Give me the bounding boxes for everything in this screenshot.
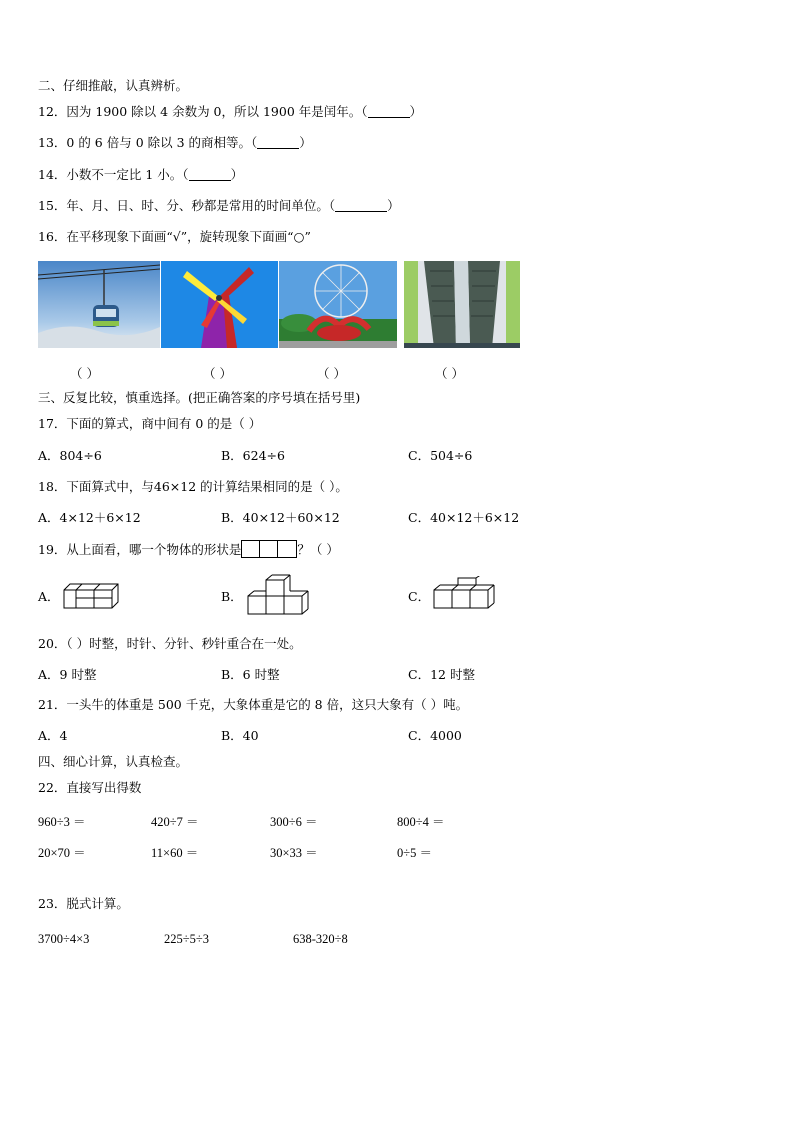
calc-item: 30×33 ＝ [270,846,318,860]
q18-option-a[interactable]: A．4×12＋6×12 [38,510,141,525]
q17-option-a[interactable]: A．804÷6 [38,448,102,463]
question-12-text: 12．因为 1900 除以 4 余数为 0，所以 1900 年是闰年。（ [38,104,368,119]
q19-option-b-label[interactable]: B． [221,589,243,604]
question-15 [38,198,400,214]
q17-option-c[interactable]: C．504÷6 [408,448,473,463]
question-19-text: 19．从上面看，哪一个物体的形状是 [38,542,242,557]
section3-heading: 三、反复比较，慎重选择。(把正确答案的序号填在括号里) [38,390,361,405]
paren-close: ） [387,198,400,213]
paren-close: ） [230,167,244,182]
q20-option-a[interactable]: A．9 时整 [38,667,97,682]
q21-option-c[interactable]: C．4000 [408,728,462,743]
q17-option-b[interactable]: B．624÷6 [221,448,285,463]
q21-option-b[interactable]: B．40 [221,728,259,743]
q19-option-a-label[interactable]: A． [38,589,60,604]
paren-close: ） [409,104,423,119]
answer-blank[interactable] [335,199,387,212]
cube-figure-a [62,578,122,614]
calc-item: 0÷5 ＝ [397,846,432,860]
q20-option-c[interactable]: C．12 时整 [408,667,475,682]
answer-paren-3[interactable]: （ ） [317,366,346,381]
question-14-text: 14．小数不一定比 1 小。（ [38,167,189,182]
calc-expression: 225÷5÷3 [164,932,209,946]
question-13 [38,135,312,151]
answer-paren-1[interactable]: （ ） [70,366,99,381]
question-18: 18．下面算式中，与46×12 的计算结果相同的是（ ）。 [38,479,348,494]
question-19-paren: ？（ ） [297,542,339,557]
section4-heading: 四、细心计算，认真检查。 [38,754,189,769]
three-squares-shape [241,540,297,558]
question-23: 23．脱式计算。 [38,896,129,911]
question-20: 20．（ ）时整，时针、分针、秒针重合在一处。 [38,636,302,651]
question-17: 17．下面的算式，商中间有 0 的是（ ） [38,416,262,431]
question-15-text: 15．年、月、日、时、分、秒都是常用的时间单位。（ [38,198,336,213]
section2-heading: 二、仔细推敲，认真辨析。 [38,78,189,93]
answer-blank[interactable] [189,168,231,181]
cube-figure-c [432,576,496,612]
windmill-photo [161,261,278,348]
calc-item: 960÷3 ＝ [38,815,86,829]
cable-car-photo [38,261,160,348]
question-12 [38,104,422,120]
calc-expression: 638-320÷8 [293,932,348,946]
q18-option-b[interactable]: B．40×12＋60×12 [221,510,340,525]
ferris-wheel-photo [279,261,397,348]
calc-item: 11×60 ＝ [151,846,199,860]
question-19 [38,540,339,558]
answer-paren-2[interactable]: （ ） [203,366,232,381]
answer-paren-4[interactable]: （ ） [435,366,464,381]
escalator-photo [404,261,520,348]
calc-item: 300÷6 ＝ [270,815,318,829]
question-14 [38,167,243,183]
q21-option-a[interactable]: A．4 [38,728,68,743]
calc-item: 420÷7 ＝ [151,815,199,829]
cube-figure-b [246,572,310,618]
question-13-text: 13．0 的 6 倍与 0 除以 3 的商相等。（ [38,135,258,150]
answer-blank[interactable] [257,136,299,149]
question-22: 22．直接写出得数 [38,780,142,795]
calc-item: 800÷4 ＝ [397,815,445,829]
paren-close: ） [299,135,312,150]
answer-blank[interactable] [368,105,410,118]
calc-item: 20×70 ＝ [38,846,86,860]
q19-option-c-label[interactable]: C． [408,589,431,604]
question-21: 21．一头牛的体重是 500 千克，大象体重是它的 8 倍，这只大象有（ ）吨。 [38,697,469,712]
calc-expression: 3700÷4×3 [38,932,90,946]
q18-option-c[interactable]: C．40×12＋6×12 [408,510,520,525]
question-16: 16．在平移现象下面画“√”，旋转现象下面画“○” [38,229,311,244]
q20-option-b[interactable]: B．6 时整 [221,667,280,682]
